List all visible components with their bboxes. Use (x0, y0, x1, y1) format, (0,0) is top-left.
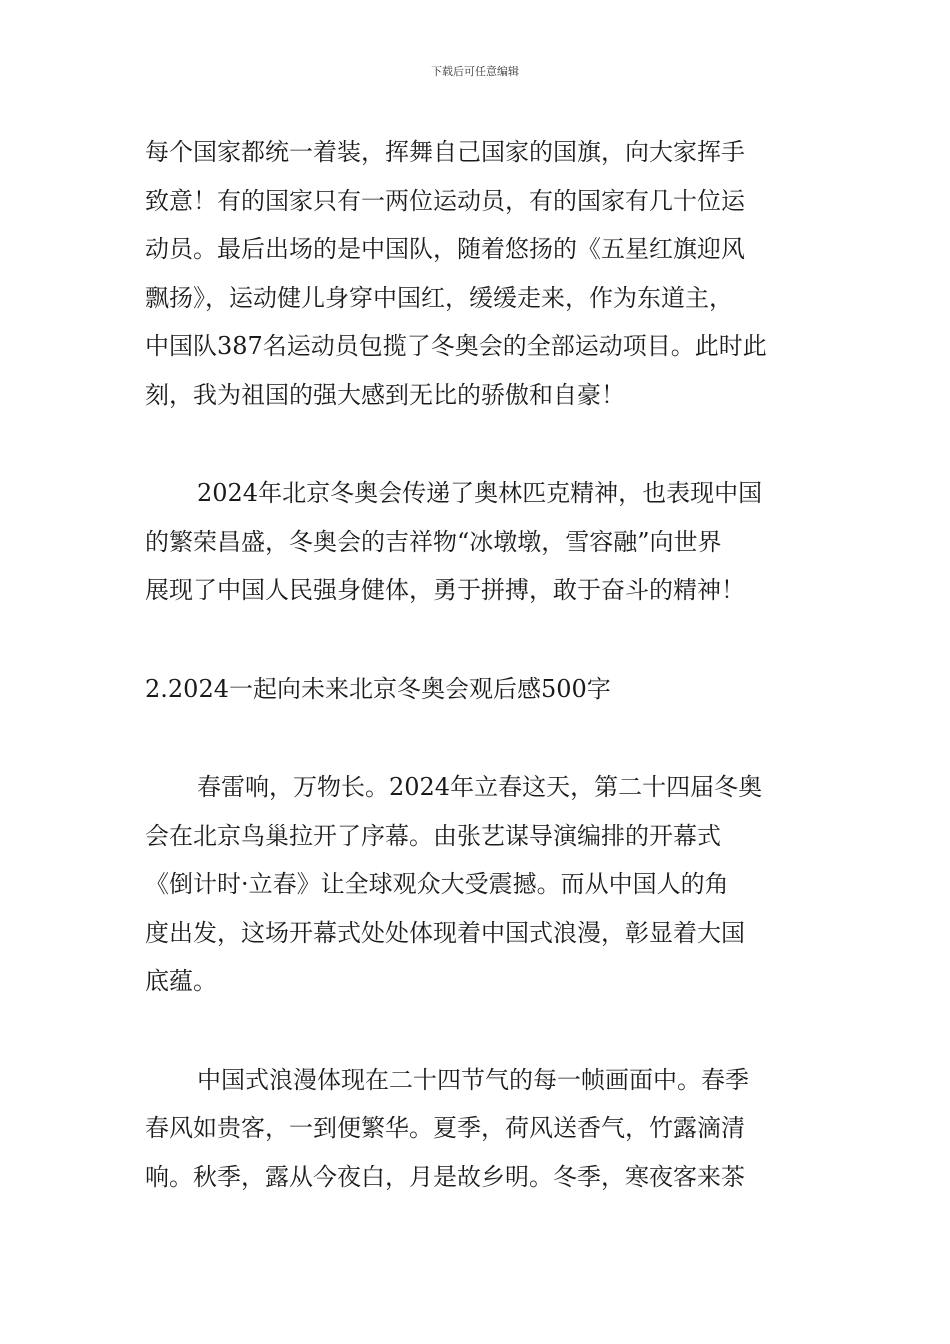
paragraph-spacer (145, 1006, 810, 1056)
paragraph-solar-terms (145, 1056, 810, 1202)
text-line: 飘扬》，运动健儿身穿中国红，缓缓走来，作为东道主， (145, 283, 733, 312)
paragraph-opening-ceremony (145, 763, 810, 1006)
text-line: 会在北京鸟巢拉开了序幕。由张艺谋导演编排的开幕式 (145, 821, 721, 850)
text-line: 每个国家都统一着装，挥舞自己国家的国旗，向大家挥手 (145, 138, 745, 166)
heading-text: 2.2024一起向未来北京冬奥会观后感500字 (145, 674, 611, 703)
text-line: 展现了中国人民强身健体，勇于拼搏，敢于奋斗的精神！ (145, 576, 745, 604)
text-line: 刻，我为祖国的强大感到无比的骄傲和自豪！ (145, 380, 625, 409)
text-line: 底蕴。 (145, 967, 217, 995)
text-line: 度出发，这场开幕式处处体现着中国式浪漫，彰显着大国 (145, 918, 745, 947)
text-line: 响。秋季，露从今夜白，月是故乡明。冬季，寒夜客来茶 (145, 1162, 745, 1191)
text-line: 春风如贵客，一到便繁华。夏季，荷风送香气，竹露滴清 (145, 1114, 745, 1142)
text-line: 春雷响，万物长。2024年立春这天，第二十四届冬奥 (197, 773, 763, 801)
text-line: 2024年北京冬奥会传递了奥林匹克精神，也表现中国 (197, 479, 763, 507)
text-line: 《倒计时·立春》让全球观众大受震撼。而从中国人的角 (145, 870, 729, 898)
section-heading (145, 665, 810, 714)
paragraph-olympic-spirit (145, 469, 810, 615)
paragraph-olympic-parade (145, 128, 810, 419)
paragraph-spacer (145, 615, 810, 665)
text-line: 动员。最后出场的是中国队，随着悠扬的《五星红旗迎风 (145, 235, 745, 263)
text-line: 致意！有的国家只有一两位运动员，有的国家有几十位运 (145, 186, 745, 215)
text-line: 中国式浪漫体现在二十四节气的每一帧画面中。春季 (197, 1065, 749, 1094)
text-line: 中国队387名运动员包揽了冬奥会的全部运动项目。此时此 (145, 332, 767, 360)
page-header-note: 下载后可任意编辑 (431, 65, 519, 78)
paragraph-spacer (145, 713, 810, 763)
paragraph-spacer (145, 419, 810, 469)
text-line: 的繁荣昌盛，冬奥会的吉祥物“冰墩墩，雪容融”向世界 (145, 527, 722, 556)
document-body (145, 128, 810, 1201)
